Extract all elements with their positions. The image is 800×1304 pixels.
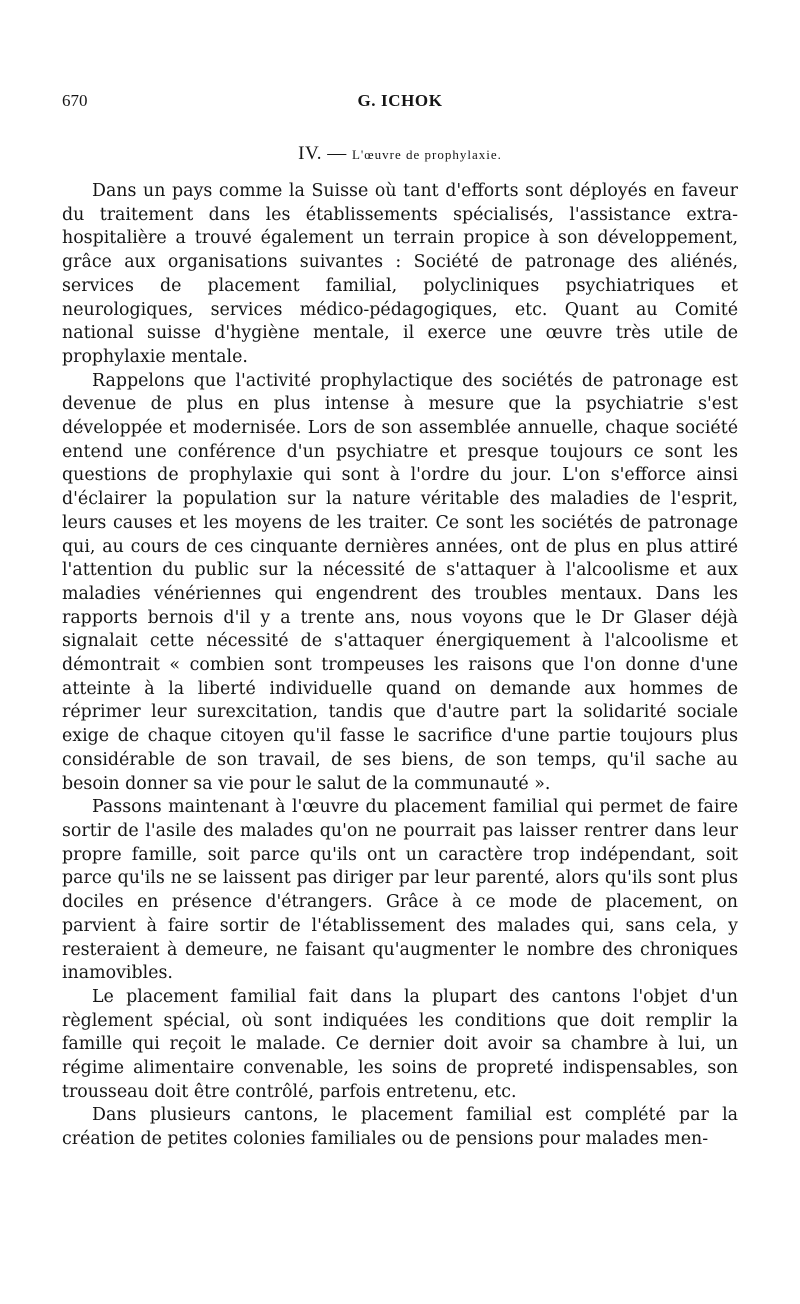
paragraph-3: Passons maintenant à l'œuvre du placement familial qui permet de faire sortir de l'asile des malades qu'on ne pourrait pas laisser rentrer dans leur propre famille, soit parce qu'ils ont un caractère trop indépendant, soit parce qu'ils ne se laissent pas diriger par leur parenté, alors qu'ils sont plus dociles en présence d'étrangers. Grâce à ce mode de placement, on parvient à faire sortir de l'établissement des malades qui, sans cela, y resteraient à demeure, ne faisant qu'augmenter le nombre des chroniques inamovibles. — [62, 797, 738, 984]
paragraph-4: Le placement familial fait dans la plupart des cantons l'objet d'un règlement spécial, où sont indiquées les conditions que doit remplir la famille qui reçoit le malade. Ce dernier doit avoir sa chambre à lui, un régime alimentaire convenable, les soins de propreté indispensables, son trousseau doit être contrôlé, parfois entretenu, etc. — [62, 986, 738, 1102]
running-head — [62, 91, 738, 115]
paragraph-5: Dans plusieurs cantons, le placement familial est complété par la création de petites colonies familiales ou de pensions pour malades men- — [62, 1105, 738, 1150]
paragraph-2: Rappelons que l'activité prophylactique des sociétés de patronage est devenue de plus en plus intense à mesure que la psychiatrie s'est développée et modernisée. Lors de son assemblée annuelle, chaque société entend une conférence d'un psychiatre et presque toujours ce sont les questions de prophylaxie qui sont à l'ordre du jour. L'on s'efforce ainsi d'éclairer la population sur la nature véritable des maladies de l'esprit, leurs causes et les moyens de les traiter. Ce sont les sociétés de patronage qui, au cours de ces cinquante dernières années, ont de plus en plus attiré l'attention du public sur la nécessité de s'attaquer à l'alcoolisme et aux maladies vénériennes qui engendrent des troubles mentaux. Dans les rapports bernois d'il y a trente ans, nous voyons que le Dr Glaser déjà signalait cette nécessité de s'attaquer énergiquement à l'alcoolisme et démontrait « combien sont trompeuses les raisons que l'on donne d'une atteinte à la liberté individuelle quand on demande aux hommes de réprimer leur surexcitation, tandis que d'autre part la solidarité sociale exige de chaque citoyen qu'il fasse le sacrifice d'une partie toujours plus considérable de son travail, de ses biens, de son temps, qu'il sache au besoin donner sa vie pour le salut de la communauté ». — [62, 370, 738, 794]
page-number: 670 — [62, 91, 88, 110]
running-head-author: G. ICHOK — [357, 91, 443, 110]
section-number: IV. — — [298, 143, 352, 164]
section-title: L'œuvre de prophylaxie. — [351, 147, 502, 162]
paragraph-1: Dans un pays comme la Suisse où tant d'efforts sont déployés en faveur du traitement dans les établissements spécialisés, l'assistance extra-hospitalière a trouvé également un terrain propice à son développement, grâce aux organisations suivantes : Société de patronage des aliénés, services de placement familial, polycliniques psychiatriques et neurologiques, services médico-pédagogiques, etc. Quant au Comité national suisse d'hygiène mentale, il exerce une œuvre très utile de prophylaxie mentale. — [62, 181, 738, 367]
section-heading — [62, 143, 738, 165]
body-text — [62, 180, 738, 1152]
